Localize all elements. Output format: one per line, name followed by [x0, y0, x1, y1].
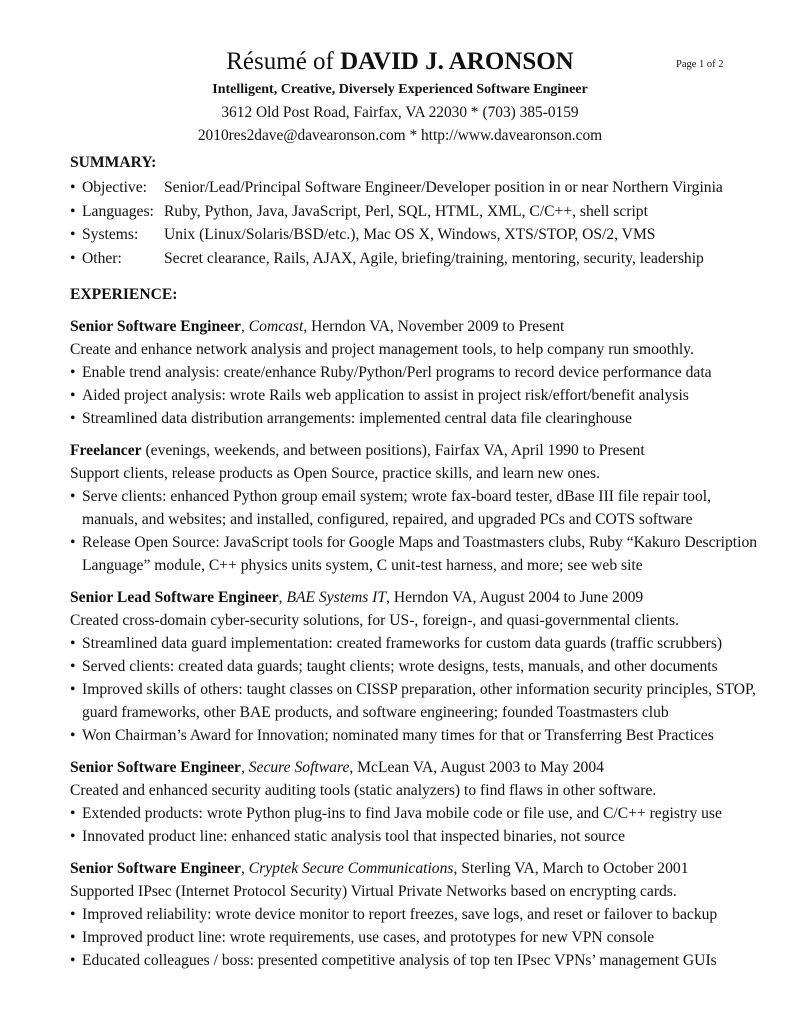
- job-bullets: [70, 632, 760, 747]
- job-header: Senior Lead Software Engineer, BAE Systems IT, Herndon VA, August 2004 to June 2009: [70, 589, 644, 606]
- bullet-text: Won Chairman’s Award for Innovation; nominated many times for that or Transferring Best Practices: [82, 727, 714, 744]
- job-location-dates: , Herndon VA, November 2009 to Present: [303, 318, 565, 335]
- job-entry: [70, 315, 760, 430]
- bullet-icon: •: [70, 179, 76, 196]
- contact-web: 2010res2dave@davearonson.com * http://www.davearonson.com: [197, 127, 603, 144]
- job-bullet: [70, 531, 760, 577]
- contact-address: 3612 Old Post Road, Fairfax, VA 22030 * (703) 385-0159: [221, 104, 579, 121]
- summary-label: Other:: [82, 249, 122, 267]
- summary-item: [70, 223, 760, 247]
- job-description: Supported IPsec (Internet Protocol Security) Virtual Private Networks based on encrypting cards.: [70, 883, 677, 900]
- summary-heading: SUMMARY:: [70, 154, 157, 171]
- bullet-text: Served clients: created data guards; taught clients; wrote designs, tests, manuals, and other documents: [82, 658, 718, 675]
- job-entry: [70, 756, 760, 848]
- bullet-icon: •: [70, 249, 76, 267]
- job-title: Senior Software Engineer: [70, 318, 241, 335]
- summary-text: Ruby, Python, Java, JavaScript, Perl, SQL, HTML, XML, C/C++, shell script: [164, 202, 648, 220]
- job-description: Created and enhanced security auditing tools (static analyzers) to find flaws in other software.: [70, 782, 657, 799]
- bullet-icon: •: [70, 805, 76, 822]
- bullet-text: Streamlined data guard implementation: created frameworks for custom data guards (traffic scrubbers): [82, 635, 723, 652]
- job-location-dates: , Sterling VA, March to October 2001: [453, 860, 689, 877]
- job-bullet: [70, 802, 760, 825]
- resume-body: [70, 152, 760, 972]
- job-title: Senior Software Engineer: [70, 759, 241, 776]
- job-bullet: [70, 655, 760, 678]
- bullet-text: Streamlined data distribution arrangements: implemented central data file clearinghouse: [82, 410, 632, 427]
- job-company: Comcast: [248, 318, 304, 335]
- bullet-icon: •: [70, 681, 76, 698]
- summary-item: [70, 200, 760, 224]
- summary-text: Unix (Linux/Solaris/BSD/etc.), Mac OS X, Windows, XTS/STOP, OS/2, VMS: [164, 226, 656, 243]
- summary-label: Objective:: [82, 179, 147, 196]
- job-header: Senior Software Engineer, Secure Software, McLean VA, August 2003 to May 2004: [70, 759, 604, 776]
- job-bullet: [70, 903, 760, 926]
- summary-text: Secret clearance, Rails, AJAX, Agile, briefing/training, mentoring, security, leadership: [164, 249, 704, 267]
- job-location-dates: , Herndon VA, August 2004 to June 2009: [386, 589, 644, 606]
- job-bullets: [70, 485, 760, 577]
- resume-title: [0, 47, 800, 77]
- bullet-icon: •: [70, 534, 76, 551]
- job-bullet: [70, 926, 760, 949]
- job-bullet: [70, 361, 760, 384]
- bullet-icon: •: [70, 410, 76, 427]
- bullet-text: Educated colleagues / boss: presented competitive analysis of top ten IPsec VPNs’ management GUIs: [82, 952, 717, 969]
- job-description: Support clients, release products as Open Source, practice skills, and learn new ones.: [70, 465, 601, 482]
- bullet-icon: •: [70, 387, 76, 404]
- job-description: Created cross-domain cyber-security solutions, for US-, foreign-, and quasi-governmental clients.: [70, 612, 679, 629]
- candidate-name: DAVID J. ARONSON: [340, 48, 574, 75]
- summary-item: [70, 176, 760, 200]
- job-header: Senior Software Engineer, Cryptek Secure Communications, Sterling VA, March to October 2001: [70, 860, 689, 877]
- job-bullets: [70, 903, 760, 972]
- bullet-text: Release Open Source: JavaScript tools for Google Maps and Toastmasters clubs, Ruby “Kakuro Description Language” module, C++ physics units system, C unit-test harness, and more; see web site: [82, 534, 758, 574]
- bullet-icon: •: [70, 828, 76, 845]
- job-bullet: [70, 724, 760, 747]
- job-company: Cryptek Secure Communications: [248, 860, 454, 877]
- summary-label: Languages:: [82, 202, 154, 220]
- bullet-icon: •: [70, 929, 76, 946]
- experience-heading: EXPERIENCE:: [70, 286, 178, 303]
- bullet-text: Improved reliability: wrote device monitor to report freezes, save logs, and reset or failover to backup: [82, 906, 718, 923]
- bullet-text: Enable trend analysis: create/enhance Ruby/Python/Perl programs to record device performance data: [82, 364, 712, 381]
- job-bullets: [70, 361, 760, 430]
- bullet-text: Improved product line: wrote requirements, use cases, and prototypes for new VPN console: [82, 929, 655, 946]
- job-bullet: [70, 949, 760, 972]
- bullet-text: Serve clients: enhanced Python group email system; wrote fax-board tester, dBase III file repair tool, manuals, and websites; and installed, configured, repaired, and upgraded PCs and COTS software: [82, 488, 711, 528]
- bullet-text: Improved skills of others: taught classes on CISSP preparation, other information security principles, STOP, guard frameworks, other BAE products, and software engineering; founded Toastmasters club: [82, 681, 756, 721]
- bullet-icon: •: [70, 488, 76, 505]
- bullet-icon: •: [70, 364, 76, 381]
- job-header: [70, 439, 760, 462]
- job-bullet: [70, 407, 760, 430]
- bullet-text: Innovated product line: enhanced static analysis tool that inspected binaries, not source: [82, 828, 626, 845]
- resume-header: [0, 47, 800, 147]
- summary-text: Senior/Lead/Principal Software Engineer/Developer position in or near Northern Virginia: [164, 179, 723, 196]
- summary-list: [70, 176, 760, 270]
- job-description: Create and enhance network analysis and project management tools, to help company run smoothly.: [70, 341, 694, 358]
- job-location-dates: (evenings, weekends, and between positions), Fairfax VA, April 1990 to Present: [141, 442, 645, 459]
- summary-label: Systems:: [82, 226, 139, 243]
- bullet-icon: •: [70, 202, 76, 220]
- job-location-dates: , McLean VA, August 2003 to May 2004: [349, 759, 604, 776]
- job-title: Senior Lead Software Engineer: [70, 589, 279, 606]
- page-number: Page 1 of 2: [676, 59, 724, 70]
- job-entry: [70, 439, 760, 577]
- job-header: Senior Software Engineer, Comcast, Herndon VA, November 2009 to Present: [70, 318, 565, 335]
- bullet-icon: •: [70, 952, 76, 969]
- bullet-icon: •: [70, 658, 76, 675]
- bullet-icon: •: [70, 906, 76, 923]
- bullet-icon: •: [70, 727, 76, 744]
- bullet-icon: •: [70, 635, 76, 652]
- job-entry: [70, 857, 760, 972]
- job-bullet: [70, 384, 760, 407]
- job-entry: [70, 586, 760, 747]
- title-prefix: Résumé of: [226, 48, 341, 75]
- job-bullet: [70, 632, 760, 655]
- job-bullets: [70, 802, 760, 848]
- job-company: BAE Systems IT: [286, 589, 387, 606]
- summary-item: [70, 247, 760, 271]
- job-title: Senior Software Engineer: [70, 860, 241, 877]
- job-bullet: [70, 485, 760, 531]
- job-title: Freelancer: [70, 442, 142, 459]
- tagline: Intelligent, Creative, Diversely Experienced Software Engineer: [212, 82, 588, 97]
- bullet-text: Extended products: wrote Python plug-ins to find Java mobile code or file use, and C/C++ registry use: [82, 805, 722, 822]
- job-company: Secure Software: [248, 759, 350, 776]
- bullet-icon: •: [70, 226, 76, 243]
- job-bullet: [70, 678, 760, 724]
- job-bullet: [70, 825, 760, 848]
- bullet-text: Aided project analysis: wrote Rails web application to assist in project risk/effort/benefit analysis: [82, 387, 689, 404]
